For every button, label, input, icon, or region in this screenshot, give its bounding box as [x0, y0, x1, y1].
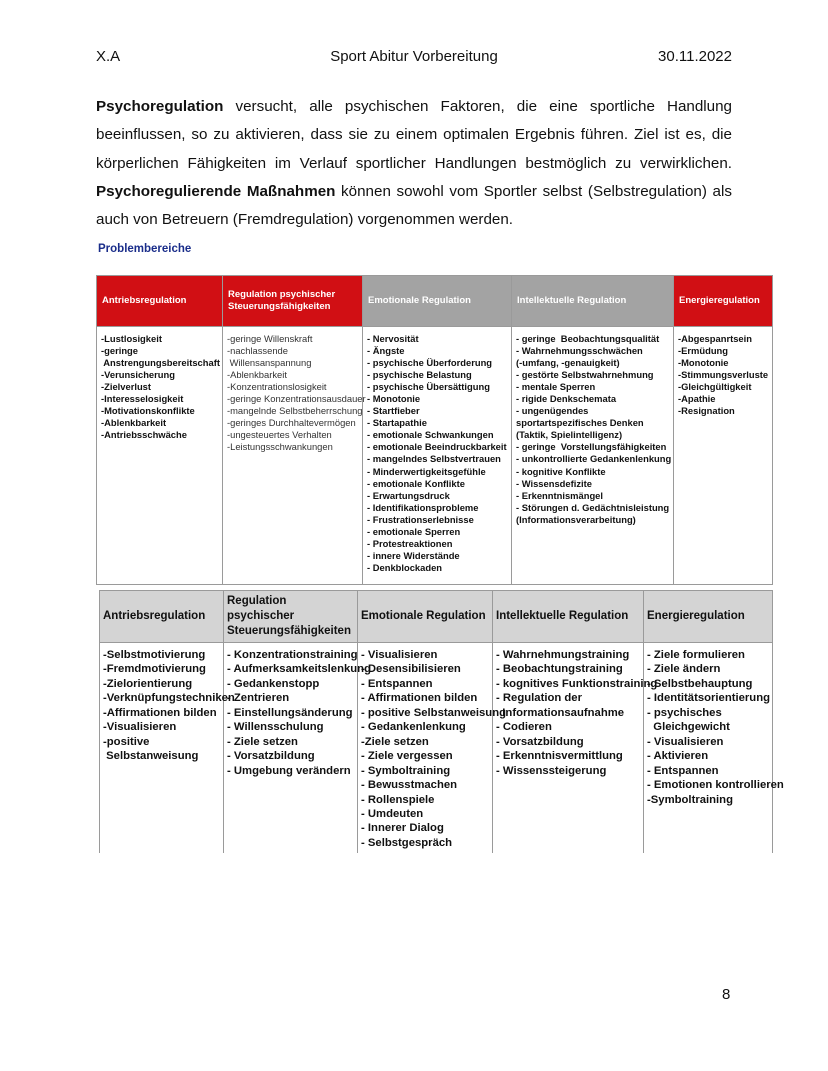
- list-item: -Konzentrationslosigkeit: [227, 381, 327, 393]
- list-item: -geringes Durchhaltevermögen: [227, 417, 356, 429]
- list-item: - Umdeuten: [361, 807, 424, 820]
- list-item: - Beobachtungstraining: [496, 663, 623, 676]
- header-date: 30.11.2022: [658, 48, 732, 65]
- measures-header-intellektuell: Intellektuelle Regulation: [493, 591, 644, 643]
- list-item: - Ziele formulieren: [647, 649, 745, 661]
- list-item: Informationsaufnahme: [496, 706, 625, 719]
- intro-text-1: versucht, alle psychischen Faktoren, die eine sportliche Handlung beeinflussen, so zu aktivieren, dass sie zu einem optimalen Ergebnis führen. Ziel ist es, die körperlichen Fähigkeiten im Verlauf sportlicher Handlungen bestmöglich zu verwirklichen.: [96, 98, 732, 172]
- list-item: - gestörte Selbstwahrnehmung: [516, 369, 654, 381]
- problem-list-intellektuell: [512, 327, 674, 585]
- list-item: -Resignation: [678, 405, 735, 417]
- list-item: - Frustrationserlebnisse: [367, 513, 474, 525]
- problem-header-intellektuell: Intellektuelle Regulation: [512, 276, 674, 327]
- list-item: -Gleichgültigkeit: [678, 381, 752, 393]
- measures-list-antrieb: [100, 643, 235, 854]
- list-item: - Ziele setzen: [227, 735, 298, 748]
- list-item: - Erkenntnismängel: [516, 489, 603, 501]
- list-item: - unkontrollierte Gedankenlenkung: [516, 453, 672, 465]
- list-item: (Informationsverarbeitung): [516, 513, 636, 525]
- list-item: - Vorsatzbildung: [496, 735, 584, 748]
- list-item: -Leistungsschwankungen: [227, 441, 333, 453]
- list-item: - Identitätsorientierung: [647, 692, 771, 705]
- list-item: -Verunsicherung: [101, 369, 175, 381]
- list-item: Willensanspannung: [227, 357, 312, 369]
- list-item: -geringe Konzentrationsausdauer: [227, 393, 366, 405]
- list-item: -Zielorientierung: [103, 677, 193, 690]
- list-item: - Selbstgespräch: [361, 836, 453, 849]
- measures-table: [99, 590, 784, 853]
- problem-header-emotional: Emotionale Regulation: [363, 276, 512, 327]
- intro-text-2: können sowohl vom Sportler selbst (Selbstregulation) als auch von Betreuern (Fremdregulation) vorgenommen werden.: [96, 182, 732, 229]
- list-item: - Konzentrationstraining: [227, 649, 358, 661]
- list-item: - psychische Belastung: [367, 369, 472, 381]
- page-header: [96, 48, 732, 70]
- list-item: - Symboltraining: [361, 764, 451, 777]
- header-title: Sport Abitur Vorbereitung: [330, 48, 498, 65]
- list-item: - Innerer Dialog: [361, 822, 444, 835]
- list-item: -Selbstmotivierung: [103, 649, 206, 661]
- measures-header-antrieb: Antriebsregulation: [100, 591, 224, 643]
- list-item: - Protestreaktionen: [367, 537, 453, 549]
- list-item: -Affirmationen bilden: [103, 706, 217, 719]
- list-item: - emotionale Konflikte: [367, 477, 465, 489]
- list-item: - Störungen d. Gedächtnisleistung: [516, 501, 670, 513]
- list-item: -Verknüpfungstechniken: [103, 692, 235, 705]
- list-item: - Identifikationsprobleme: [367, 501, 479, 513]
- measures-header-emotional: Emotionale Regulation: [358, 591, 493, 643]
- problem-list-antrieb: [97, 327, 223, 585]
- measures-list-intellektuell: [493, 643, 658, 854]
- list-item: - Wahrnehmungsschwächen: [516, 345, 643, 357]
- list-item: -geringe: [101, 345, 138, 357]
- list-item: -Apathie: [678, 393, 716, 405]
- measures-list-emotional: [358, 643, 507, 854]
- list-item: -Stimmungsverluste: [678, 369, 769, 381]
- measures-list-energie: [644, 643, 784, 854]
- list-item: -Lustlosigkeit: [101, 333, 162, 344]
- list-item: -Symboltraining: [647, 793, 733, 806]
- list-item: Anstrengungsbereitschaft: [101, 357, 220, 369]
- list-item: - Entspannen: [361, 677, 433, 690]
- list-item: -Ablenkbarkeit: [101, 417, 167, 429]
- list-item: - ungenügendes: [516, 405, 589, 417]
- list-item: -Interesselosigkeit: [101, 393, 184, 405]
- list-item: - geringe Vorstellungsfähigkeiten: [516, 441, 667, 453]
- list-item: - Codieren: [496, 721, 552, 734]
- list-item: - Umgebung verändern: [227, 764, 351, 777]
- list-item: -mangelnde Selbstbeherrschung: [227, 405, 363, 417]
- problem-list-energie: [674, 327, 773, 585]
- list-item: - Minderwertigkeitsgefühle: [367, 465, 486, 477]
- list-item: - Willensschulung: [227, 721, 324, 734]
- problem-header-steuerung: Regulation psychischer Steuerungsfähigkeiten: [223, 276, 363, 327]
- list-item: - innere Widerstände: [367, 549, 460, 561]
- list-item: -Ablenkbarkeit: [227, 369, 287, 381]
- list-item: - Visualisieren: [361, 649, 438, 661]
- list-item: - positive Selbstanweisung: [361, 706, 507, 719]
- list-item: - Startapathie: [367, 417, 427, 429]
- list-item: - Aufmerksamkeitslenkung: [227, 663, 371, 676]
- list-item: - Ängste: [367, 345, 405, 357]
- list-item: - Startfieber: [367, 405, 420, 417]
- problem-header-antrieb: Antriebsregulation: [97, 276, 223, 327]
- list-item: - psychisches: [647, 706, 722, 719]
- list-item: - Erwartungsdruck: [367, 489, 450, 501]
- problem-list-emotional: [363, 327, 512, 585]
- list-item: -Fremdmotivierung: [103, 663, 206, 676]
- list-item: -Abgespanrtsein: [678, 333, 752, 344]
- list-item: - mentale Sperren: [516, 381, 596, 393]
- list-item: - Visualisieren: [647, 735, 724, 748]
- intro-paragraph: [96, 93, 732, 234]
- list-item: -Antriebsschwäche: [101, 429, 187, 441]
- problem-body-row: [97, 327, 773, 585]
- list-item: - Gedankenlenkung: [361, 721, 466, 734]
- list-item: -Visualisieren: [103, 721, 177, 734]
- list-item: -geringe Willenskraft: [227, 333, 313, 344]
- list-item: (-umfang, -genauigkeit): [516, 357, 620, 369]
- list-item: - Entspannen: [647, 764, 719, 777]
- list-item: -Ziele setzen: [361, 735, 429, 748]
- list-item: - Denkblockaden: [367, 561, 443, 573]
- list-item: sportartspezifisches Denken: [516, 417, 644, 429]
- list-item: - Affirmationen bilden: [361, 692, 478, 705]
- list-item: -ungesteuertes Verhalten: [227, 429, 332, 441]
- measures-list-steuerung: [224, 643, 371, 854]
- list-item: - Nervosität: [367, 333, 419, 344]
- list-item: - geringe Beobachtungsqualität: [516, 333, 660, 344]
- list-item: - Ziele vergessen: [361, 750, 453, 763]
- list-item: -Motivationskonflikte: [101, 405, 195, 417]
- list-item: - Wahrnehmungstraining: [496, 649, 630, 661]
- list-item: - Wissenssteigerung: [496, 764, 607, 777]
- list-item: - Wissensdefizite: [516, 477, 592, 489]
- list-item: - psychische Übersättigung: [367, 381, 490, 393]
- problem-areas-table: [96, 275, 773, 585]
- list-item: - Selbstbehauptung: [647, 677, 753, 690]
- list-item: - Einstellungsänderung: [227, 706, 353, 719]
- list-item: - Erkenntnisvermittlung: [496, 750, 623, 763]
- list-item: - Desensibilisieren: [361, 663, 461, 676]
- list-item: - Bewusstmachen: [361, 779, 458, 792]
- list-item: - kognitive Konflikte: [516, 465, 606, 477]
- list-item: - emotionale Sperren: [367, 525, 461, 537]
- page-number: 8: [722, 986, 731, 1003]
- list-item: - mangelndes Selbstvertrauen: [367, 453, 501, 465]
- list-item: - psychische Überforderung: [367, 357, 493, 369]
- list-item: - emotionale Schwankungen: [367, 429, 494, 441]
- list-item: - emotionale Beeindruckbarkeit: [367, 441, 507, 453]
- list-item: - Ziele ändern: [647, 663, 721, 676]
- list-item: - Rollenspiele: [361, 793, 435, 806]
- intro-term-psychoregulation: Psychoregulation: [96, 98, 224, 115]
- list-item: - Regulation der: [496, 692, 582, 705]
- measures-header-energie: Energieregulation: [644, 591, 773, 643]
- intro-term-measures: Psychoregulierende Maßnahmen: [96, 182, 336, 200]
- header-author: X.A: [96, 48, 121, 65]
- list-item: - rigide Denkschemata: [516, 393, 617, 405]
- list-item: - Zentrieren: [227, 692, 290, 705]
- list-item: -Monotonie: [678, 357, 729, 369]
- measures-header-row: [100, 591, 773, 643]
- problem-header-row: [97, 276, 773, 327]
- list-item: (Taktik, Spielintelligenz): [516, 429, 623, 441]
- problem-header-energie: Energieregulation: [674, 276, 773, 327]
- list-item: Selbstanweisung: [103, 750, 199, 763]
- measures-body-row: [100, 643, 773, 854]
- list-item: -Zielverlust: [101, 381, 152, 393]
- list-item: -positive: [103, 735, 150, 748]
- list-item: - kognitives Funktionstraining: [496, 677, 658, 690]
- list-item: -nachlassende: [227, 345, 288, 357]
- list-item: - Emotionen kontrollieren: [647, 779, 784, 792]
- list-item: - Gedankenstopp: [227, 677, 320, 690]
- problem-areas-title: Problembereiche: [98, 243, 192, 255]
- list-item: Gleichgewicht: [647, 721, 730, 734]
- list-item: -Ermüdung: [678, 345, 728, 357]
- problem-list-steuerung: [223, 327, 366, 585]
- measures-header-steuerung: Regulation psychischer Steuerungsfähigkeiten: [224, 591, 358, 643]
- list-item: - Monotonie: [367, 393, 421, 405]
- list-item: - Aktivieren: [647, 750, 709, 763]
- list-item: - Vorsatzbildung: [227, 750, 315, 763]
